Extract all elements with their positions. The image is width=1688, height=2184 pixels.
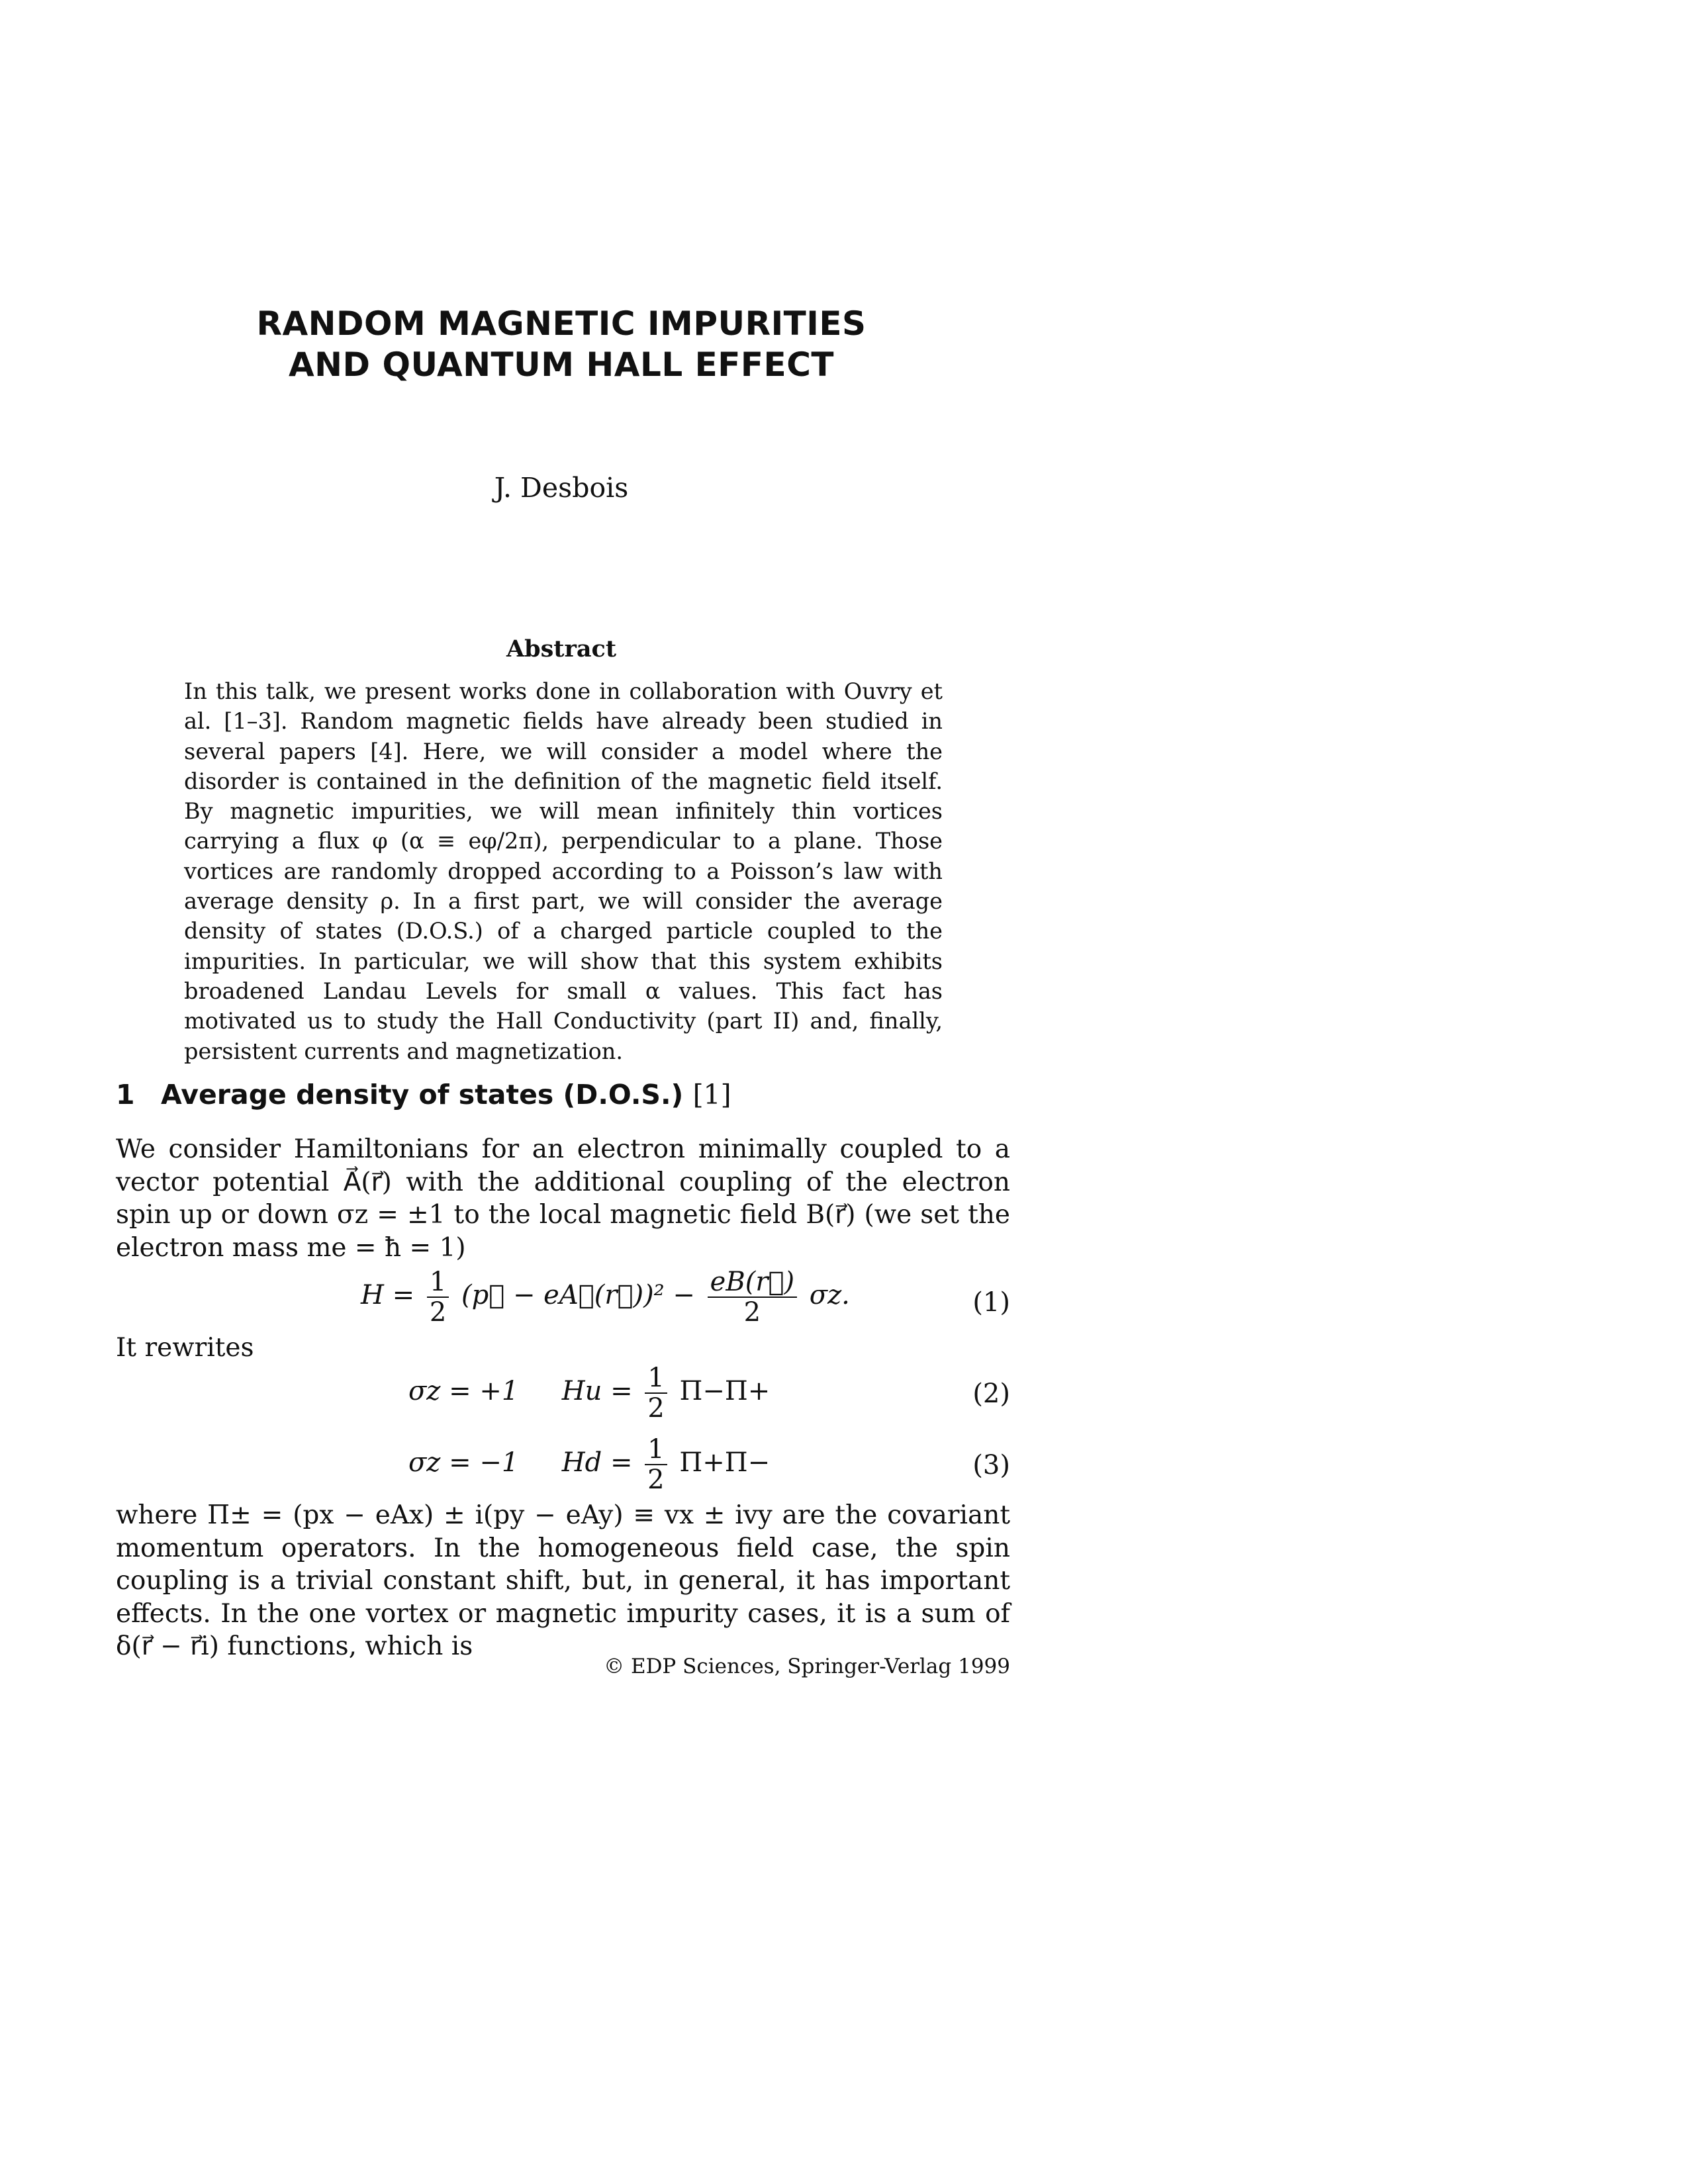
equation-3 [408,1435,938,1494]
abstract-heading: Abstract [506,635,617,662]
eq3-lhs: Hd = [561,1447,633,1478]
equation-2-number: (2) [972,1379,1010,1409]
eq2-condition: σz = +1 [408,1376,519,1406]
eq1-lhs: H = [361,1280,415,1310]
paper-title [0,303,1123,385]
eq2-frac-num: 1 [645,1363,667,1394]
eq2-fraction [645,1363,667,1423]
section-number: 1 [116,1079,135,1111]
abstract-text: In this talk, we present works done in collaboration with Ouvry et al. [1–3]. Random magnetic fields have already been studied in several papers [4]. Here, we will consider a model where the disorder is contained in the definition of the magnetic field itself. By magnetic impurities, we will mean infinitely thin vortices carrying a flux φ (α ≡ eφ/2π), perpendicular to a plane. Those vortices are randomly dropped according to a Poisson’s law with average density ρ. In a first part, we will consider the average density of states (D.O.S.) of a charged particle coupled to the impurities. In particular, we will show that this system exhibits broadened Landau Levels for small α values. This fact has motivated us to study the Hall Conductivity (part II) and, finally, persistent currents and magnetization. [184,678,943,1064]
equation-2 [408,1363,938,1423]
eq1-tail: σz. [809,1280,850,1310]
eq1-frac-num: 1 [427,1267,449,1298]
section-title: Average density of states (D.O.S.) [161,1079,684,1111]
eq1-frac2-den: 2 [743,1297,761,1328]
eq2-lhs: Hu = [561,1376,633,1406]
eq2-frac-den: 2 [647,1393,665,1424]
eq1-fraction [427,1267,449,1327]
section-paragraph-2: where Π± = (px − eAx) ± i(py − eAy) ≡ vx ± ivy are the covariant momentum operators. In the homogeneous field case, the spin coupling is a trivial constant shift, but, in general, it has important effects. In the one vortex or magnetic impurity cases, it is a sum of δ(r⃗ − r⃗i) functions, which is [116,1500,1010,1661]
eq3-rhs: Π+Π− [679,1447,771,1478]
eq1-frac2-num: eB(r⃗) [708,1267,797,1298]
eq3-frac-num: 1 [645,1435,667,1465]
equation-3-number: (3) [972,1450,1010,1480]
section-reference: [1] [692,1079,731,1111]
section-paragraph-1: We consider Hamiltonians for an electron minimally coupled to a vector potential A⃗(r⃗) with the additional coupling of the electron spin up or down σz = ±1 to the local magnetic field B(r⃗) (we set the electron mass me = ħ = 1) [116,1134,1010,1263]
title-line-2: AND QUANTUM HALL EFFECT [288,345,835,384]
author: J. Desbois [494,472,629,504]
eq1-fraction-2 [708,1267,797,1327]
copyright-notice: © EDP Sciences, Springer-Verlag 1999 [604,1655,1010,1678]
eq1-body: (p⃗ − eA⃗(r⃗))² − [461,1280,695,1310]
eq3-fraction [645,1435,667,1494]
section-heading [116,1079,976,1111]
eq3-condition: σz = −1 [408,1447,519,1478]
rewrites-text: It rewrites [116,1333,254,1363]
equation-1-number: (1) [972,1287,1010,1318]
title-line-1: RANDOM MAGNETIC IMPURITIES [256,304,867,343]
eq1-frac-den: 2 [429,1297,447,1328]
eq3-frac-den: 2 [647,1465,665,1495]
equation-1 [361,1267,943,1327]
eq2-rhs: Π−Π+ [679,1376,771,1406]
